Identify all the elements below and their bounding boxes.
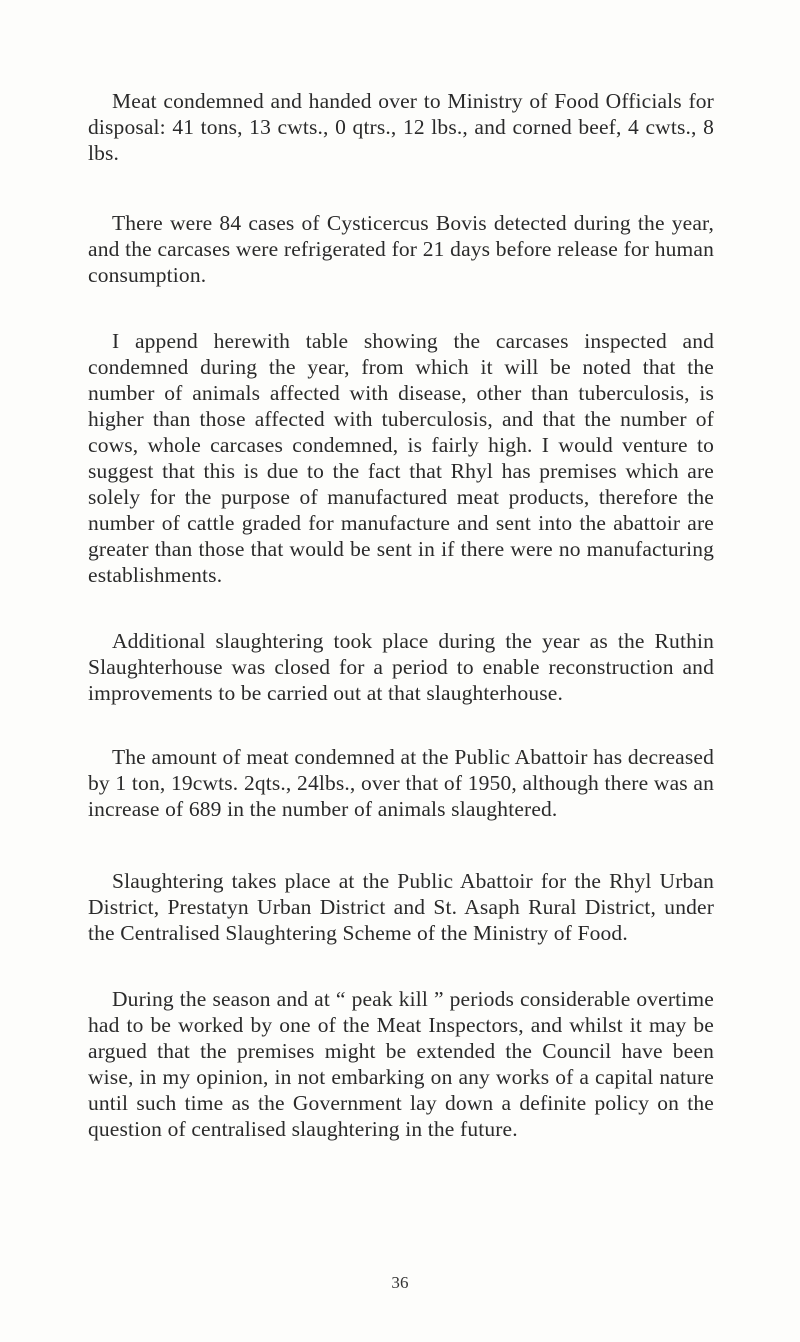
paragraph-cysticercus-bovis: There were 84 cases of Cysticercus Bovis detected during the year, and the carcases were refrigerated for 21 days before release for human consumption.: [88, 211, 714, 287]
paragraph-meat-condemned: Meat condemned and handed over to Ministry of Food Officials for disposal: 41 tons, 13 cwts., 0 qtrs., 12 lbs., and corned beef, 4 cwts., 8 lbs.: [88, 89, 714, 165]
paragraph-meat-decreased: The amount of meat condemned at the Public Abattoir has decreased by 1 ton, 19cwts. 2qts., 24lbs., over that of 1950, although there was an increase of 689 in the number of animals slaughtered.: [88, 745, 714, 821]
paragraph-centralised-scheme: Slaughtering takes place at the Public Abattoir for the Rhyl Urban District, Prestatyn Urban District and St. Asaph Rural District, under the Centralised Slaughtering Scheme of the Ministry of Food.: [88, 869, 714, 945]
page-number: 36: [391, 1273, 409, 1292]
paragraph-additional-slaughtering: Additional slaughtering took place during the year as the Ruthin Slaughterhouse was closed for a period to enable reconstruction and improvements to be carried out at that slaughterhouse.: [88, 629, 714, 705]
paragraph-overtime: During the season and at “ peak kill ” periods considerable overtime had to be worked by one of the Meat Inspectors, and whilst it may be argued that the premises might be extended the Council have been wise, in my opinion, in not embarking on any works of a capital nature until such time as the Government lay down a definite policy on the question of centralised slaughtering in the future.: [88, 987, 714, 1141]
paragraph-carcases-table: I append herewith table showing the carcases inspected and condemned during the year, from which it will be noted that the number of animals affected with disease, other than tuberculosis, is higher than those affected with tuberculosis, and that the number of cows, whole carcases condemned, is fairly high. I would venture to suggest that this is due to the fact that Rhyl has premises which are solely for the purpose of manufactured meat products, therefore the number of cattle graded for manufacture and sent into the abattoir are greater than those that would be sent in if there were no manufacturing establishments.: [88, 329, 714, 587]
